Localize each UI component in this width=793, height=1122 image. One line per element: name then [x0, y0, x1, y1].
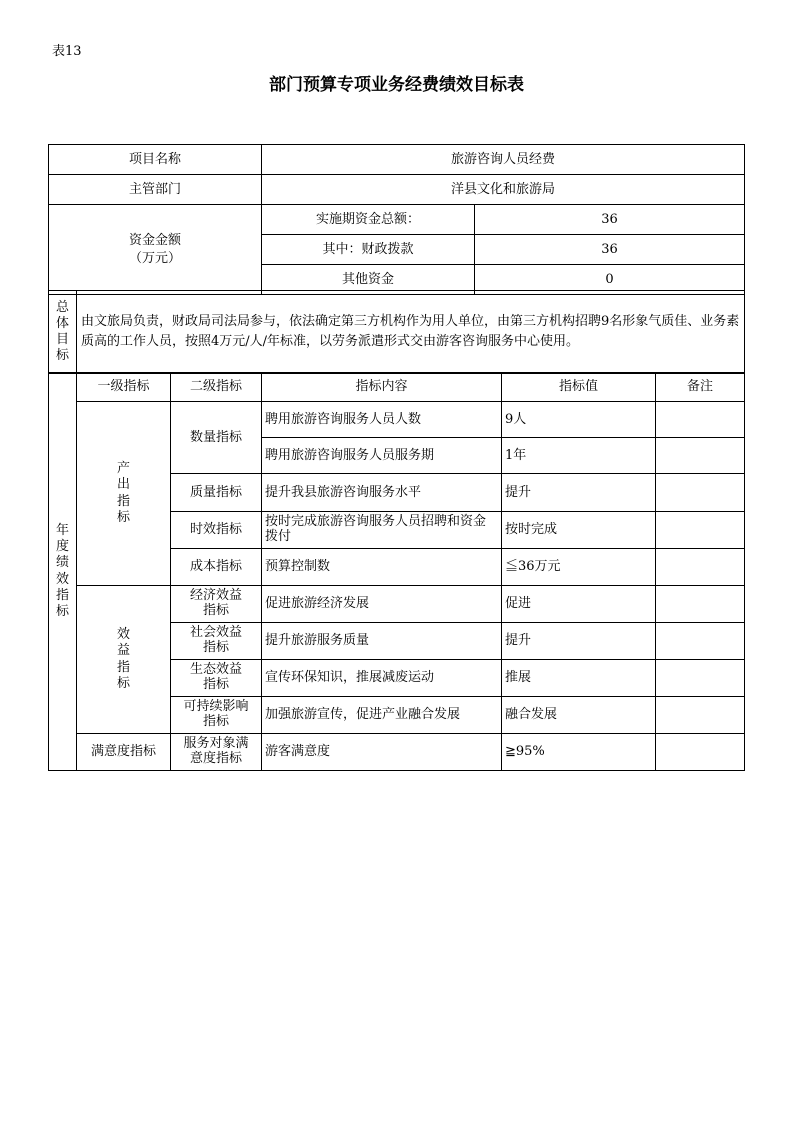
quality-indicator-label: 质量指标: [171, 474, 262, 512]
indicator-remark: [656, 438, 745, 474]
cost-indicator-label: 成本指标: [171, 549, 262, 586]
quantity-indicator-label: 数量指标: [171, 402, 262, 474]
department-label: 主管部门: [49, 175, 262, 205]
indicator-remark: [656, 660, 745, 697]
indicator-remark: [656, 512, 745, 549]
indicator-value: ≧95%: [502, 734, 656, 771]
project-name-label: 项目名称: [49, 145, 262, 175]
header-level2: 二级指标: [171, 373, 262, 402]
header-content: 指标内容: [262, 373, 502, 402]
indicator-value: 融合发展: [502, 697, 656, 734]
indicator-content: 宣传环保知识，推展减废运动: [262, 660, 502, 697]
indicator-value: 按时完成: [502, 512, 656, 549]
overall-goal-label: 总体目标: [49, 291, 77, 374]
project-name-value: 旅游咨询人员经费: [262, 145, 745, 175]
funds-total-label: 实施期资金总额：: [262, 205, 475, 235]
sustainable-impact-label: 可持续影响指标: [171, 697, 262, 734]
funds-other-label: 其他资金: [262, 265, 475, 295]
indicator-remark: [656, 734, 745, 771]
timeliness-indicator-label: 时效指标: [171, 512, 262, 549]
funds-label-line2: （万元）: [128, 250, 181, 266]
indicator-remark: [656, 549, 745, 586]
indicator-remark: [656, 586, 745, 623]
indicator-value: 提升: [502, 474, 656, 512]
indicator-remark: [656, 402, 745, 438]
indicator-value: 9人: [502, 402, 656, 438]
indicators-table: [48, 372, 745, 771]
indicator-content: 促进旅游经济发展: [262, 586, 502, 623]
indicator-content: 按时完成旅游咨询服务人员招聘和资金拨付: [262, 512, 502, 549]
header-level1: 一级指标: [77, 373, 171, 402]
economic-benefit-label: 经济效益指标: [171, 586, 262, 623]
satisfaction-indicators-label: 满意度指标: [77, 734, 171, 771]
overall-goal-text: 由文旅局负责，财政局司法局参与，依法确定第三方机构作为用人单位，由第三方机构招聘9名形象气质佳、业务素质高的工作人员，按照4万元/人/年标准，以劳务派遣形式交由游客咨询服务中心使用。: [77, 291, 745, 374]
annual-indicators-label: 年度绩效指标: [49, 373, 77, 771]
indicator-content: 提升旅游服务质量: [262, 623, 502, 660]
service-satisfaction-label: 服务对象满意度指标: [171, 734, 262, 771]
indicator-value: 提升: [502, 623, 656, 660]
indicator-remark: [656, 474, 745, 512]
indicator-content: 加强旅游宣传，促进产业融合发展: [262, 697, 502, 734]
header-remark: 备注: [656, 373, 745, 402]
benefit-indicators-label: 效益指标: [77, 586, 171, 734]
indicator-value: 推展: [502, 660, 656, 697]
indicator-content: 聘用旅游咨询服务人员服务期: [262, 438, 502, 474]
output-indicators-label: 产出指标: [77, 402, 171, 586]
page-title: 部门预算专项业务经费绩效目标表: [269, 75, 524, 95]
indicator-content: 提升我县旅游咨询服务水平: [262, 474, 502, 512]
funds-label-line1: 资金金额: [128, 232, 181, 248]
funds-fiscal-value: 36: [475, 235, 745, 265]
indicator-remark: [656, 697, 745, 734]
indicator-content: 预算控制数: [262, 549, 502, 586]
indicator-content: 聘用旅游咨询服务人员人数: [262, 402, 502, 438]
indicator-content: 游客满意度: [262, 734, 502, 771]
funds-label: [49, 205, 262, 295]
overall-goal-table: [48, 290, 745, 374]
indicator-remark: [656, 623, 745, 660]
funds-total-value: 36: [475, 205, 745, 235]
project-info-table: [48, 144, 745, 295]
indicator-value: 1年: [502, 438, 656, 474]
table-number-label: 表13: [52, 44, 82, 59]
funds-fiscal-label: 其中：财政拨款: [262, 235, 475, 265]
funds-other-value: 0: [475, 265, 745, 295]
department-value: 洋县文化和旅游局: [262, 175, 745, 205]
indicator-value: ≦36万元: [502, 549, 656, 586]
header-value: 指标值: [502, 373, 656, 402]
indicator-value: 促进: [502, 586, 656, 623]
ecological-benefit-label: 生态效益指标: [171, 660, 262, 697]
social-benefit-label: 社会效益指标: [171, 623, 262, 660]
